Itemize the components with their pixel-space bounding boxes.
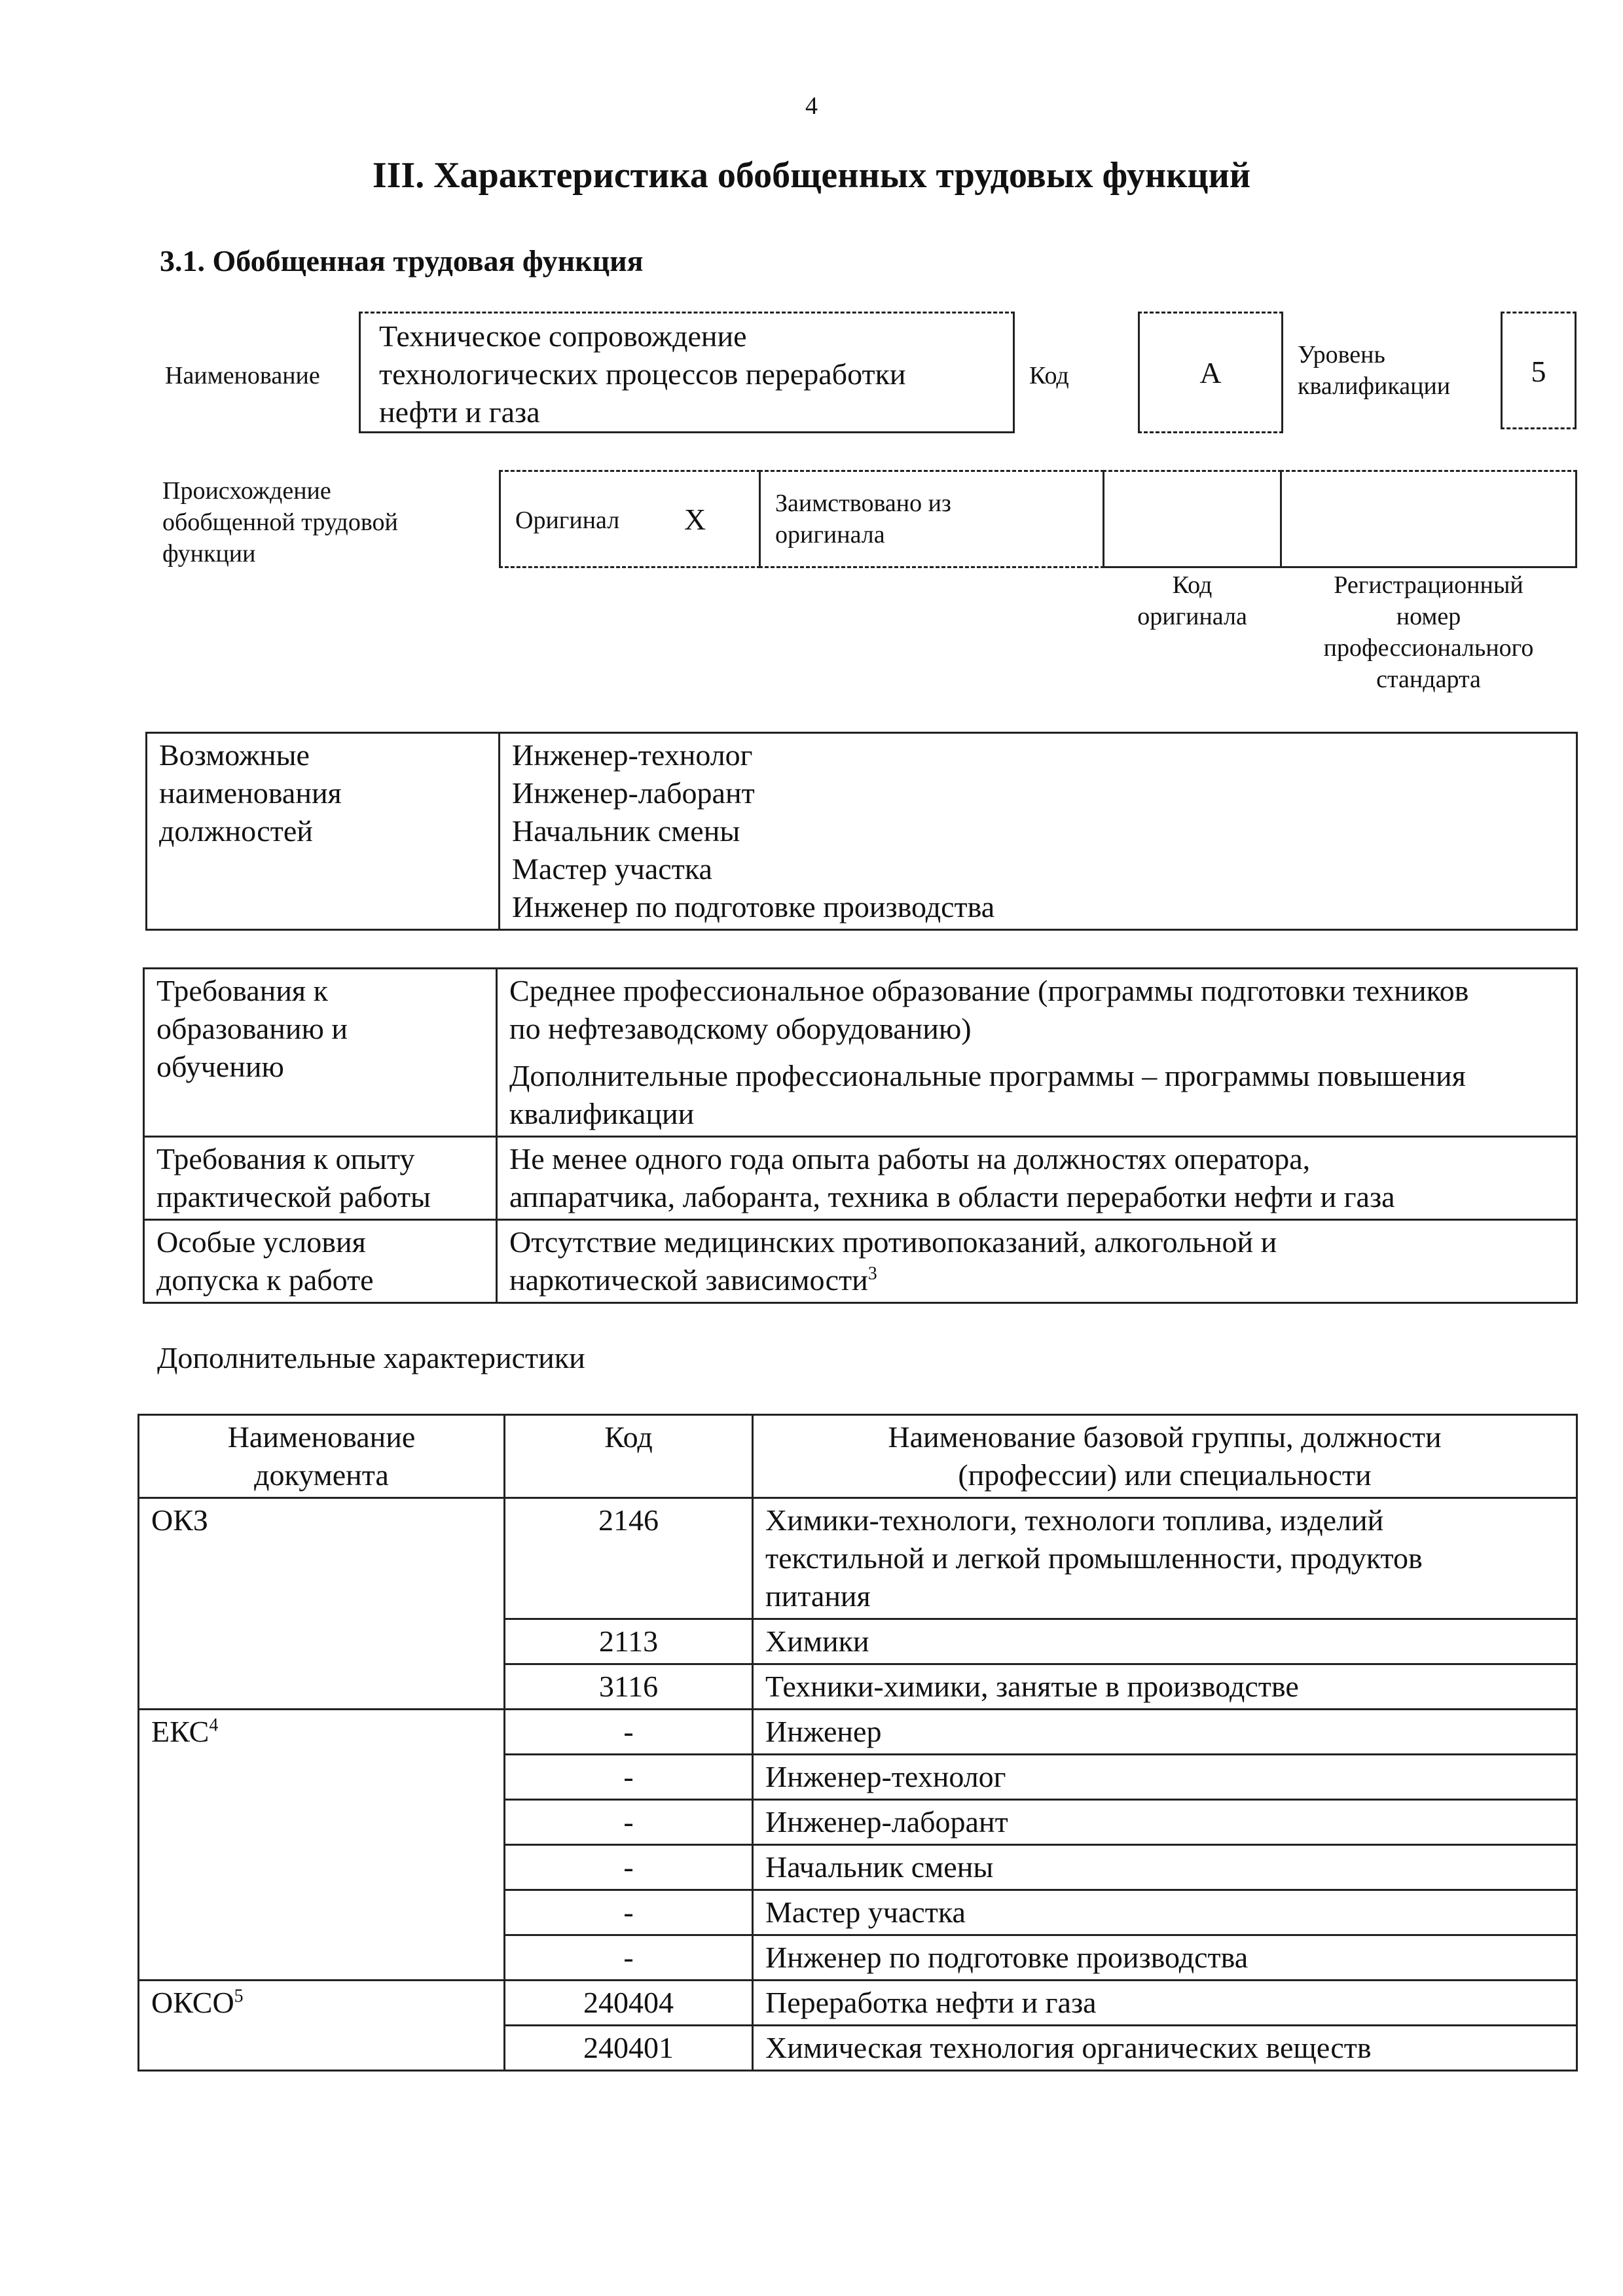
registration-number-box bbox=[1280, 470, 1577, 568]
col-doc-header-2: документа bbox=[254, 1458, 389, 1492]
original-mark: X bbox=[684, 503, 706, 536]
experience-value-cell bbox=[497, 1137, 1577, 1220]
position-item: Инженер-лаборант bbox=[512, 776, 755, 810]
code-label: Код bbox=[1029, 362, 1069, 389]
conditions-label-1: Особые условия bbox=[156, 1225, 366, 1259]
code-cell: 3116 bbox=[505, 1664, 753, 1710]
position-item: Инженер по подготовке производства bbox=[512, 890, 995, 924]
conditions-value-cell bbox=[497, 1220, 1577, 1303]
reg-caption-3: профессионального bbox=[1323, 634, 1534, 662]
education-row bbox=[144, 969, 1577, 1137]
okz-2146-line-2: текстильной и легкой промышленности, продуктов bbox=[765, 1541, 1423, 1575]
level-value: 5 bbox=[1531, 355, 1546, 388]
name-cell: Начальник смены bbox=[753, 1845, 1577, 1890]
borrowed-box bbox=[759, 470, 1104, 568]
origin-label-3: функции bbox=[162, 540, 256, 567]
code-box bbox=[1138, 312, 1283, 433]
additional-header-row bbox=[139, 1415, 1577, 1498]
col-name-header-1: Наименование базовой группы, должности bbox=[888, 1420, 1442, 1454]
code-cell: 240401 bbox=[505, 2026, 753, 2071]
position-item: Инженер-технолог bbox=[512, 738, 753, 772]
conditions-line-1: Отсутствие медицинских противопоказаний, алкогольной и bbox=[509, 1225, 1277, 1259]
original-box bbox=[499, 470, 761, 568]
borrowed-label-1: Заимствовано из bbox=[775, 490, 951, 517]
footnote-5: 5 bbox=[234, 1986, 244, 2007]
level-label-1: Уровень bbox=[1298, 341, 1385, 368]
conditions-row bbox=[144, 1220, 1577, 1303]
okz-2146-line-1: Химики-технологи, технологи топлива, изделий bbox=[765, 1503, 1384, 1537]
name-cell bbox=[753, 1498, 1577, 1619]
education-label-cell bbox=[144, 969, 497, 1137]
education-p2-line-2: квалификации bbox=[509, 1097, 695, 1130]
education-p1-line-1: Среднее профессиональное образование (программы подготовки техников bbox=[509, 974, 1469, 1007]
col-doc-header-1: Наименование bbox=[227, 1420, 416, 1454]
experience-label-2: практической работы bbox=[156, 1180, 431, 1213]
experience-label-1: Требования к опыту bbox=[156, 1142, 415, 1175]
page-number: 4 bbox=[805, 92, 818, 120]
experience-line-2: аппаратчика, лаборанта, техника в области переработки нефти и газа bbox=[509, 1180, 1395, 1213]
table-row bbox=[139, 1498, 1577, 1619]
code-cell: - bbox=[505, 1800, 753, 1845]
name-cell: Инженер bbox=[753, 1710, 1577, 1755]
section-title: III. Характеристика обобщенных трудовых функций bbox=[372, 155, 1251, 196]
positions-label-2: наименования bbox=[159, 776, 342, 810]
footnote-4: 4 bbox=[209, 1715, 219, 1736]
code-value: А bbox=[1199, 356, 1222, 389]
name-cell: Химическая технология органических веществ bbox=[753, 2026, 1577, 2071]
conditions-label-2: допуска к работе bbox=[156, 1263, 374, 1297]
conditions-line-2: наркотической зависимости bbox=[509, 1263, 868, 1297]
code-cell: 2113 bbox=[505, 1619, 753, 1664]
col-doc-header bbox=[139, 1415, 505, 1498]
experience-line-1: Не менее одного года опыта работы на должностях оператора, bbox=[509, 1142, 1311, 1175]
name-line-2: технологических процессов переработки bbox=[379, 357, 906, 391]
code-caption-1: Код bbox=[1172, 571, 1213, 599]
experience-label-cell bbox=[144, 1137, 497, 1220]
name-cell: Инженер по подготовке производства bbox=[753, 1935, 1577, 1981]
eks-label-cell bbox=[139, 1710, 505, 1981]
borrowed-label-2: оригинала bbox=[775, 521, 885, 548]
okz-2146-line-3: питания bbox=[765, 1579, 871, 1613]
okso-label: ОКСО bbox=[151, 1986, 234, 2019]
name-line-1: Техническое сопровождение bbox=[379, 319, 747, 353]
name-cell: Переработка нефти и газа bbox=[753, 1981, 1577, 2026]
reg-caption-1: Регистрационный bbox=[1334, 571, 1523, 599]
position-item: Мастер участка bbox=[512, 852, 712, 886]
code-caption-2: оригинала bbox=[1137, 603, 1247, 630]
name-cell: Инженер-технолог bbox=[753, 1755, 1577, 1800]
requirements-table bbox=[143, 967, 1578, 1304]
okso-label-cell bbox=[139, 1981, 505, 2071]
code-cell: - bbox=[505, 1710, 753, 1755]
positions-label-cell bbox=[147, 733, 500, 930]
position-item: Начальник смены bbox=[512, 814, 740, 848]
positions-row bbox=[147, 733, 1577, 930]
education-label-3: обучению bbox=[156, 1050, 284, 1083]
reg-caption-4: стандарта bbox=[1376, 666, 1481, 693]
col-name-header-2: (профессии) или специальности bbox=[958, 1458, 1372, 1492]
level-label-2: квалификации bbox=[1298, 372, 1451, 400]
conditions-label-cell bbox=[144, 1220, 497, 1303]
name-label: Наименование bbox=[165, 362, 320, 389]
name-cell: Техники-химики, занятые в производстве bbox=[753, 1664, 1577, 1710]
additional-heading: Дополнительные характеристики bbox=[157, 1341, 585, 1374]
education-value-cell bbox=[497, 969, 1577, 1137]
table-row bbox=[139, 1710, 1577, 1755]
original-label: Оригинал bbox=[515, 507, 620, 534]
education-p1-line-2: по нефтезаводскому оборудованию) bbox=[509, 1012, 972, 1045]
name-cell: Химики bbox=[753, 1619, 1577, 1664]
name-cell: Инженер-лаборант bbox=[753, 1800, 1577, 1845]
code-cell: - bbox=[505, 1935, 753, 1981]
code-cell: - bbox=[505, 1845, 753, 1890]
col-name-header bbox=[753, 1415, 1577, 1498]
positions-table bbox=[145, 732, 1578, 931]
name-line-3: нефти и газа bbox=[379, 395, 540, 429]
additional-table bbox=[137, 1414, 1578, 2072]
code-cell: - bbox=[505, 1890, 753, 1935]
education-label-1: Требования к bbox=[156, 974, 328, 1007]
code-cell: 2146 bbox=[505, 1498, 753, 1619]
code-cell: 240404 bbox=[505, 1981, 753, 2026]
positions-label-3: должностей bbox=[159, 814, 313, 848]
origin-label-1: Происхождение bbox=[162, 477, 331, 505]
education-label-2: образованию и bbox=[156, 1012, 348, 1045]
origin-label-2: обобщенной трудовой bbox=[162, 509, 398, 536]
education-p2-line-1: Дополнительные профессиональные программы – программы повышения bbox=[509, 1059, 1466, 1092]
conditions-line-2-wrap bbox=[509, 1261, 1564, 1299]
eks-label: ЕКС bbox=[151, 1715, 210, 1748]
col-code-header: Код bbox=[505, 1415, 753, 1498]
level-box bbox=[1501, 312, 1577, 429]
okz-label-cell: ОКЗ bbox=[139, 1498, 505, 1710]
experience-row bbox=[144, 1137, 1577, 1220]
name-cell: Мастер участка bbox=[753, 1890, 1577, 1935]
positions-label-1: Возможные bbox=[159, 738, 310, 772]
positions-list-cell bbox=[500, 733, 1577, 930]
footnote-3: 3 bbox=[867, 1263, 877, 1284]
reg-caption-2: номер bbox=[1396, 603, 1461, 630]
original-code-box bbox=[1103, 470, 1282, 568]
name-box bbox=[359, 312, 1015, 433]
table-row bbox=[139, 1981, 1577, 2026]
subsection-title: 3.1. Обобщенная трудовая функция bbox=[160, 244, 644, 278]
code-cell: - bbox=[505, 1755, 753, 1800]
